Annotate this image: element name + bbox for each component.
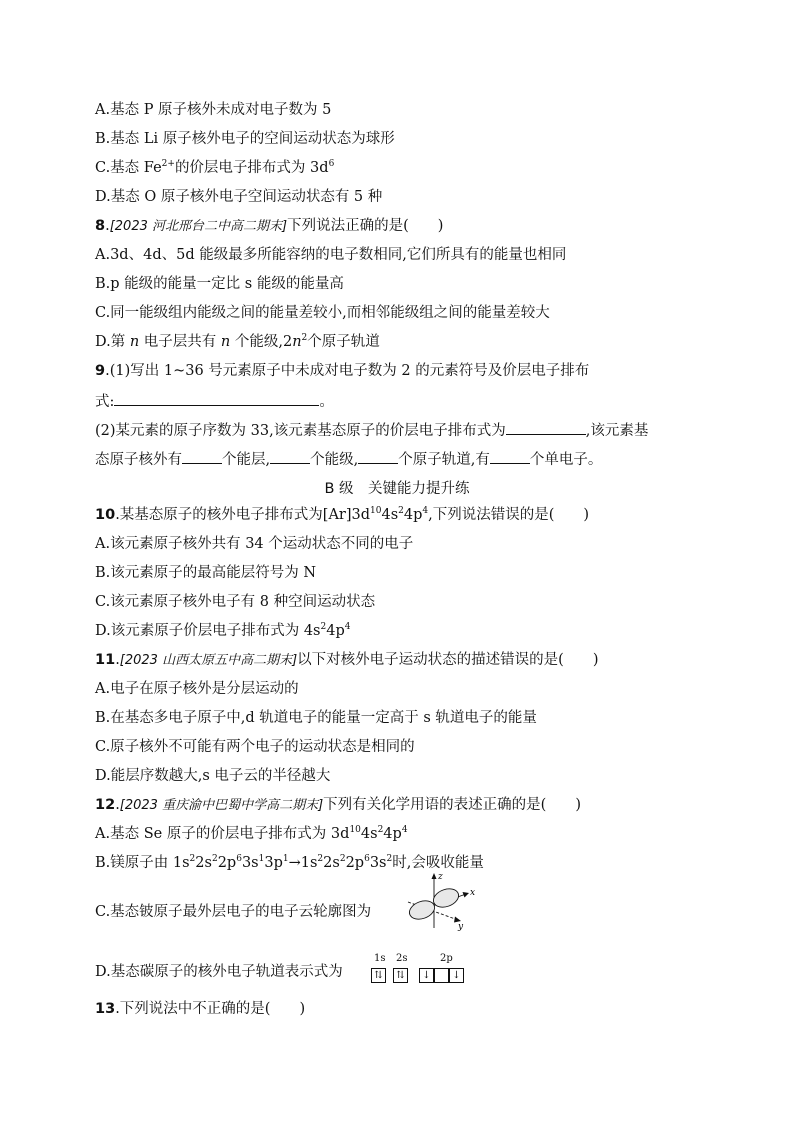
orbital-box-2p: ↓ xyxy=(419,968,434,983)
q7-option-b: B.基态 Li 原子核外电子的空间运动状态为球形 xyxy=(95,131,395,147)
answer-blank[interactable] xyxy=(182,448,222,464)
z-axis-arrow xyxy=(432,873,437,879)
orbital-box-2p xyxy=(434,968,449,983)
q8-option-a: A.3d、4d、5d 能级最多所能容纳的电子数相同,它们所具有的能量也相同 xyxy=(95,247,567,263)
q10-option-b: B.该元素原子的最高能层符号为 N xyxy=(95,565,317,581)
orbital-label-2p: 2p xyxy=(440,953,453,964)
x-axis-label: x xyxy=(470,888,476,898)
q8-option-c: C.同一能级组内能级之间的能量差较小,而相邻能级组之间的能量差较大 xyxy=(95,305,550,321)
section-heading: B 级 关键能力提升练 xyxy=(324,481,470,497)
orbital-label-1s: 1s xyxy=(374,953,386,964)
q7-option-c: C.基态 $Fe^{2+}$的价层电子排布式为 $3d^6$ xyxy=(95,159,335,176)
q10-stem: 10.某基态原子的核外电子排布式为$[Ar]3d^{10}4s^24p^4$,下列说法错误的是( ) xyxy=(95,506,590,523)
orbital-lobe xyxy=(431,886,461,911)
q8-stem: 8.[2023 河北邢台二中高二期末]下列说法正确的是( ) xyxy=(95,218,444,234)
q9-part1-answer: 式: 。 xyxy=(95,390,334,412)
q8-option-b: B.p 能级的能量一定比 s 能级的能量高 xyxy=(95,276,344,292)
q7-option-a: A.基态 P 原子核外未成对电子数为 5 xyxy=(95,102,332,118)
q12-option-c: C.基态铍原子最外层电子的电子云轮廓图为 xyxy=(95,904,372,920)
p-orbital-figure xyxy=(400,870,480,932)
q10-option-c: C.该元素原子核外电子有 8 种空间运动状态 xyxy=(95,594,376,610)
q13-stem: 13.下列说法中不正确的是( ) xyxy=(95,1001,306,1017)
q11-option-b: B.在基态多电子原子中,d 轨道电子的能量一定高于 s 轨道电子的能量 xyxy=(95,710,537,726)
z-axis-label: z xyxy=(438,872,443,882)
q12-option-a: A.基态 Se 原子的价层电子排布式为 $3d^{10}4s^24p^4$ xyxy=(95,825,408,842)
q11-option-d: D.能层序数越大,s 电子云的半径越大 xyxy=(95,768,331,784)
answer-blank[interactable] xyxy=(490,448,530,464)
q11-option-c: C.原子核外不可能有两个电子的运动状态是相同的 xyxy=(95,739,415,755)
q9-part1: 9.(1)写出 1~36 号元素原子中未成对电子数为 2 的元素符号及价层电子排布 xyxy=(95,363,590,379)
orbital-box-1s: ⇅ xyxy=(371,968,386,983)
orbital-lobe xyxy=(407,898,437,923)
q9-part2: (2)某元素的原子序数为 33,该元素基态原子的价层电子排布式为 ,该元素基 xyxy=(95,419,648,441)
answer-blank[interactable] xyxy=(114,390,319,406)
q11-stem: 11.[2023 山西太原五中高二期末]以下对核外电子运动状态的描述错误的是( ) xyxy=(95,652,599,668)
q12-stem: 12.[2023 重庆渝中巴蜀中学高二期末]下列有关化学用语的表述正确的是( ) xyxy=(95,797,581,813)
q9-part2-cont: 态原子核外有 个能层, 个能级, 个原子轨道,有 个单电子。 xyxy=(95,448,602,470)
q10-option-a: A.该元素原子核外共有 34 个运动状态不同的电子 xyxy=(95,536,414,552)
q12-option-d: D.基态碳原子的核外电子轨道表示式为 xyxy=(95,964,343,980)
answer-blank[interactable] xyxy=(358,448,398,464)
q11-option-a: A.电子在原子核外是分层运动的 xyxy=(95,681,299,697)
q10-option-d: D.该元素原子价层电子排布式为 $4s^24p^4$ xyxy=(95,622,351,639)
answer-blank[interactable] xyxy=(270,448,310,464)
q8-option-d: D.第 n 电子层共有 n 个能级$,2n^2$个原子轨道 xyxy=(95,333,380,350)
q7-option-d: D.基态 O 原子核外电子空间运动状态有 5 种 xyxy=(95,189,383,205)
orbital-label-2s: 2s xyxy=(396,953,408,964)
answer-blank[interactable] xyxy=(506,419,586,435)
y-axis-label: y xyxy=(458,922,464,932)
orbital-box-2p: ↓ xyxy=(449,968,464,983)
orbital-box-2s: ⇅ xyxy=(393,968,408,983)
q12-option-b: B.镁原子由 $1s^22s^22p^63s^13p^1\to 1s^22s^22p^63s^2$时,会吸收能量 xyxy=(95,854,484,871)
